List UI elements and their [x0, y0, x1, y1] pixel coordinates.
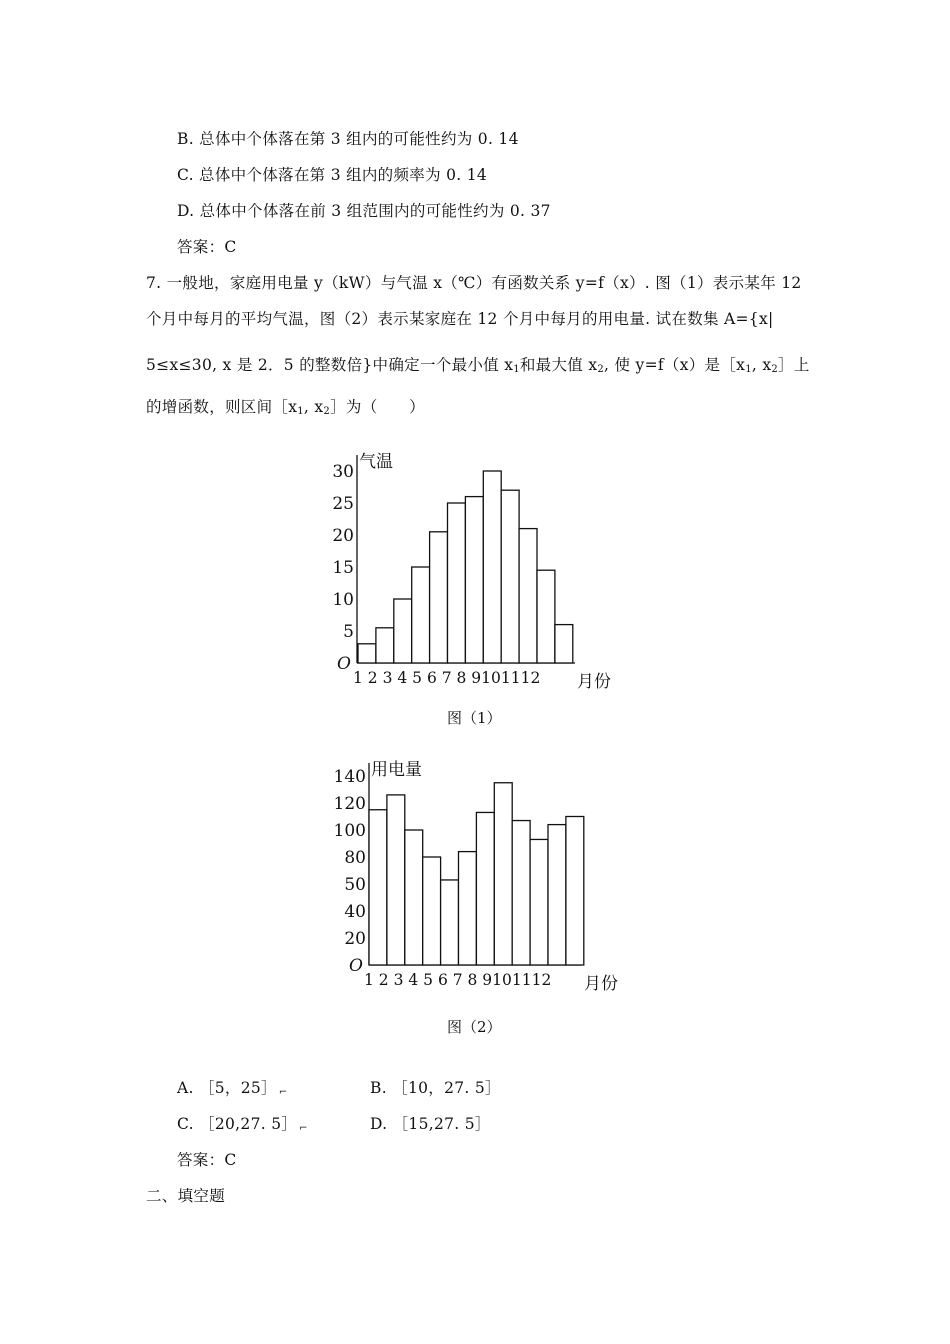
y-tick-label: 25	[332, 494, 354, 514]
bar-4	[412, 567, 430, 663]
y-tick-label: 10	[332, 590, 354, 610]
bar-12	[566, 817, 584, 966]
bar-10	[519, 529, 537, 663]
figure-1-caption: 图（1）	[447, 709, 502, 727]
q7-stem-line-3-part: 和最大值 x	[519, 356, 598, 374]
subscript: 2	[771, 364, 779, 375]
subscript: 2	[597, 364, 605, 375]
subscript: 2	[323, 406, 331, 417]
q6-option-c: C. 总体中个体落在第 3 组内的频率为 0. 14	[177, 166, 488, 184]
bar-9	[512, 821, 530, 965]
origin-label: O	[349, 956, 363, 976]
subscript: 1	[297, 406, 304, 417]
bar-2	[376, 628, 394, 663]
q7-option-a	[177, 1076, 288, 1098]
q7-stem-line-3	[146, 353, 810, 375]
y-tick-label: 100	[333, 821, 366, 841]
section-2-heading: 二、填空题	[146, 1187, 226, 1205]
y-tick-label: 120	[333, 794, 366, 814]
q7-option-b: B. ［10，27. 5］	[370, 1079, 501, 1097]
q7-option-a-mark: ⌐	[278, 1087, 288, 1098]
y-axis-title: 用电量	[371, 760, 422, 780]
y-tick-label: 20	[344, 929, 366, 949]
q7-stem-line-3-part: , x	[751, 356, 772, 374]
bar-2	[387, 795, 405, 965]
q7-stem-line-2: 个月中每月的平均气温，图（2）表示某家庭在 12 个月中每月的用电量. 试在数集 A={x|	[146, 310, 774, 328]
bar-8	[494, 783, 512, 965]
q7-option-d: D. ［15,27. 5］	[370, 1115, 491, 1133]
y-tick-label: 5	[343, 622, 354, 642]
y-axis-title: 气温	[359, 452, 393, 472]
x-axis-title: 月份	[584, 974, 618, 994]
bar-12	[555, 625, 573, 663]
x-tick-labels: 1 2 3 4 5 6 7 8 9101112	[364, 971, 552, 989]
electricity-chart-svg	[320, 758, 630, 993]
temperature-chart	[320, 450, 630, 695]
bar-3	[394, 599, 412, 663]
bar-4	[423, 857, 441, 965]
bar-6	[448, 503, 466, 663]
y-tick-label: 30	[332, 462, 354, 482]
q7-stem-line-4-part: , x	[303, 398, 324, 416]
q7-stem-line-4-part: ］为（ ）	[330, 398, 425, 416]
bar-5	[430, 532, 448, 663]
bar-7	[476, 812, 494, 965]
y-tick-label: 40	[344, 902, 366, 922]
bar-1	[369, 810, 387, 965]
q6-option-b: B. 总体中个体落在第 3 组内的可能性约为 0. 14	[177, 130, 519, 148]
q7-stem-line-3-part: ］上	[778, 356, 810, 374]
bar-6	[459, 852, 477, 965]
bar-3	[405, 830, 423, 965]
q7-stem-line-1: 7. 一般地，家庭用电量 y（kW）与气温 x（℃）有函数关系 y=f（x）. 图（1）表示某年 12	[146, 274, 802, 292]
bar-11	[537, 570, 555, 663]
y-tick-label: 50	[344, 875, 366, 895]
bar-9	[501, 490, 519, 663]
y-tick-label: 80	[344, 848, 366, 868]
subscript: 1	[745, 364, 752, 375]
q7-option-a-text: A. ［5，25］	[177, 1079, 277, 1097]
bar-5	[441, 880, 459, 965]
bar-7	[465, 497, 483, 663]
figure-2-caption: 图（2）	[447, 1018, 502, 1036]
q7-stem-line-4	[146, 395, 425, 417]
temperature-chart-svg	[320, 450, 630, 695]
bar-8	[483, 471, 501, 663]
origin-label: O	[337, 654, 351, 674]
q7-option-c-mark: ⌐	[299, 1123, 308, 1134]
q7-option-c	[177, 1112, 308, 1134]
y-tick-label: 15	[332, 558, 354, 578]
x-tick-labels: 1 2 3 4 5 6 7 8 9101112	[353, 669, 541, 687]
bar-11	[548, 825, 566, 965]
q6-answer: 答案：C	[177, 238, 237, 256]
q7-option-c-text: C. ［20,27. 5］	[177, 1115, 298, 1133]
q7-stem-line-3-part: , 使 y=f（x）是［x	[604, 356, 746, 374]
q7-stem-line-4-part: 的增函数，则区间［x	[146, 398, 298, 416]
bar-1	[358, 644, 376, 663]
electricity-chart	[320, 758, 630, 993]
y-tick-label: 140	[333, 767, 366, 787]
q7-stem-line-3-part: 5≤x≤30, x 是 2．5 的整数倍}中确定一个最小值 x	[146, 356, 514, 374]
q7-answer: 答案：C	[177, 1151, 237, 1169]
y-tick-label: 20	[332, 526, 354, 546]
subscript: 1	[513, 364, 520, 375]
q6-option-d: D. 总体中个体落在前 3 组范围内的可能性约为 0. 37	[177, 202, 551, 220]
x-axis-title: 月份	[577, 672, 611, 692]
bar-10	[530, 839, 548, 965]
